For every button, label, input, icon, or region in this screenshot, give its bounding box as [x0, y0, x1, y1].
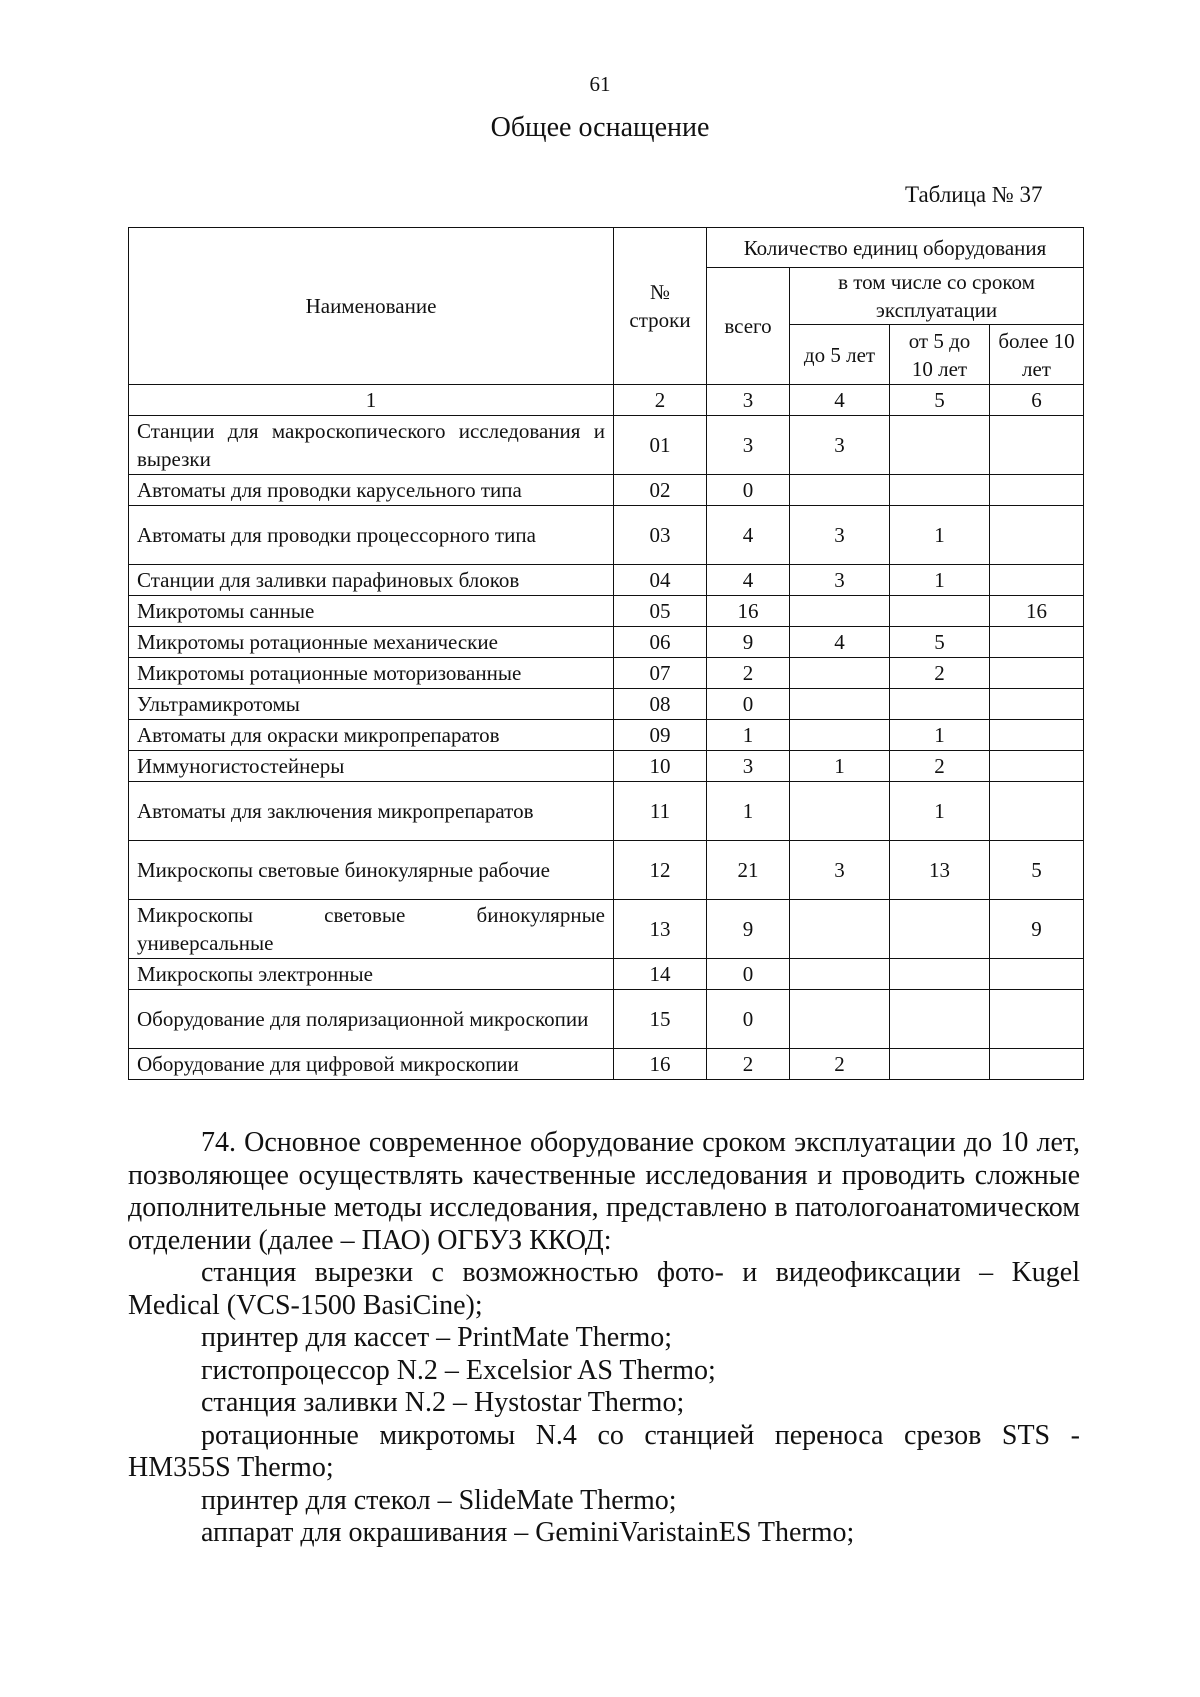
count-up-to-5-years	[790, 658, 890, 689]
count-over-10-years	[990, 627, 1084, 658]
header-quantity-group: Количество единиц оборудования	[707, 228, 1084, 268]
count-up-to-5-years: 4	[790, 627, 890, 658]
count-up-to-5-years	[790, 900, 890, 959]
count-5-to-10-years	[890, 1049, 990, 1080]
equipment-name: Автоматы для заключения микропрепаратов	[129, 782, 614, 841]
row-number: 03	[614, 506, 707, 565]
count-5-to-10-years	[890, 416, 990, 475]
row-number: 09	[614, 720, 707, 751]
equipment-list-item: ротационные микротомы N.4 со станцией переноса срезов STS - HM355S Thermo;	[128, 1419, 1080, 1483]
total-count: 3	[707, 416, 790, 475]
equipment-name: Оборудование для цифровой микроскопии	[129, 1049, 614, 1080]
count-5-to-10-years: 1	[890, 565, 990, 596]
count-5-to-10-years: 2	[890, 751, 990, 782]
table-row	[129, 720, 1084, 751]
total-count: 21	[707, 841, 790, 900]
equipment-name: Микроскопы электронные	[129, 959, 614, 990]
count-up-to-5-years: 3	[790, 506, 890, 565]
equipment-list-item: станция заливки N.2 – Hystostar Thermo;	[201, 1387, 685, 1418]
equipment-list-item: принтер для стекол – SlideMate Thermo;	[201, 1484, 677, 1516]
count-up-to-5-years	[790, 596, 890, 627]
table-row	[129, 782, 1084, 841]
total-count: 2	[707, 658, 790, 689]
row-number: 11	[614, 782, 707, 841]
table-row	[129, 416, 1084, 475]
total-count: 1	[707, 782, 790, 841]
paragraph-74: 74. Основное современное оборудование сроком эксплуатации до 10 лет, позволяющее осуществлять качественные исследования и проводить сложные дополнительные методы исследования, представлено в патологоанатомическом отделении (далее – ПАО) ОГБУЗ ККОД:	[128, 1127, 1080, 1256]
total-count: 0	[707, 475, 790, 506]
equipment-name: Микротомы ротационные моторизованные	[129, 658, 614, 689]
row-number: 04	[614, 565, 707, 596]
count-up-to-5-years	[790, 959, 890, 990]
count-over-10-years	[990, 720, 1084, 751]
equipment-list-item: принтер для кассет – PrintMate Thermo;	[201, 1322, 673, 1353]
page-number: 61	[589, 72, 611, 96]
count-up-to-5-years: 3	[790, 416, 890, 475]
row-number: 10	[614, 751, 707, 782]
equipment-name: Оборудование для поляризационной микроскопии	[129, 990, 614, 1049]
equipment-list-item: гистопроцессор N.2 – Excelsior AS Thermo;	[201, 1354, 716, 1386]
equipment-name: Автоматы для проводки карусельного типа	[129, 475, 614, 506]
total-count: 0	[707, 990, 790, 1049]
table-row	[129, 565, 1084, 596]
count-up-to-5-years: 1	[790, 751, 890, 782]
row-number: 14	[614, 959, 707, 990]
total-count: 4	[707, 506, 790, 565]
count-5-to-10-years	[890, 475, 990, 506]
count-over-10-years	[990, 565, 1084, 596]
count-5-to-10-years	[890, 689, 990, 720]
total-count: 9	[707, 900, 790, 959]
header-row-number: № строки	[614, 228, 707, 385]
count-over-10-years	[990, 475, 1084, 506]
table-row	[129, 990, 1084, 1049]
equipment-name: Микротомы ротационные механические	[129, 627, 614, 658]
count-over-10-years	[990, 990, 1084, 1049]
table-row	[129, 751, 1084, 782]
equipment-name: Иммуногистостейнеры	[129, 751, 614, 782]
equipment-name: Микротомы санные	[129, 596, 614, 627]
count-5-to-10-years: 1	[890, 720, 990, 751]
equipment-name: Микроскопы световые бинокулярные рабочие	[129, 841, 614, 900]
count-up-to-5-years	[790, 720, 890, 751]
count-up-to-5-years: 3	[790, 841, 890, 900]
count-over-10-years	[990, 416, 1084, 475]
header-name: Наименование	[129, 228, 614, 385]
count-over-10-years	[990, 689, 1084, 720]
column-number: 4	[790, 385, 890, 416]
table-row	[129, 1049, 1084, 1080]
row-number: 07	[614, 658, 707, 689]
table-row	[129, 596, 1084, 627]
count-5-to-10-years: 1	[890, 782, 990, 841]
count-over-10-years	[990, 782, 1084, 841]
count-over-10-years	[990, 959, 1084, 990]
header-5-to-10-years: от 5 до 10 лет	[890, 325, 990, 385]
row-number: 08	[614, 689, 707, 720]
count-over-10-years	[990, 1049, 1084, 1080]
total-count: 1	[707, 720, 790, 751]
row-number: 15	[614, 990, 707, 1049]
count-5-to-10-years	[890, 596, 990, 627]
header-over-10-years: более 10 лет	[990, 325, 1084, 385]
row-number: 13	[614, 900, 707, 959]
equipment-name: Автоматы для окраски микропрепаратов	[129, 720, 614, 751]
table-row	[129, 689, 1084, 720]
column-number: 6	[990, 385, 1084, 416]
equipment-name: Ультрамикротомы	[129, 689, 614, 720]
page-title: Общее оснащение	[490, 112, 710, 143]
equipment-list-item: станция вырезки с возможностью фото- и видеофиксации – Kugel Medical (VCS-1500 BasiCine);	[128, 1257, 1080, 1321]
count-up-to-5-years: 2	[790, 1049, 890, 1080]
total-count: 9	[707, 627, 790, 658]
table-row	[129, 627, 1084, 658]
table-row	[129, 841, 1084, 900]
count-up-to-5-years	[790, 782, 890, 841]
equipment-name: Микроскопы световые бинокулярные универсальные	[129, 900, 614, 959]
header-service-life-group: в том числе со сроком эксплуатации	[790, 268, 1084, 325]
equipment-table	[128, 227, 1084, 1080]
row-number: 12	[614, 841, 707, 900]
count-up-to-5-years	[790, 475, 890, 506]
table-body	[129, 416, 1084, 1080]
total-count: 0	[707, 959, 790, 990]
total-count: 16	[707, 596, 790, 627]
count-over-10-years: 16	[990, 596, 1084, 627]
total-count: 2	[707, 1049, 790, 1080]
column-number: 1	[129, 385, 614, 416]
equipment-name: Станции для заливки парафиновых блоков	[129, 565, 614, 596]
column-number: 5	[890, 385, 990, 416]
count-5-to-10-years: 1	[890, 506, 990, 565]
row-number: 06	[614, 627, 707, 658]
header-up-to-5-years: до 5 лет	[790, 325, 890, 385]
count-5-to-10-years	[890, 990, 990, 1049]
count-up-to-5-years: 3	[790, 565, 890, 596]
table-caption: Таблица № 37	[905, 182, 1043, 207]
column-number: 3	[707, 385, 790, 416]
count-5-to-10-years	[890, 900, 990, 959]
table-row	[129, 900, 1084, 959]
count-up-to-5-years	[790, 990, 890, 1049]
table-row	[129, 506, 1084, 565]
count-over-10-years: 9	[990, 900, 1084, 959]
count-over-10-years	[990, 506, 1084, 565]
table-row	[129, 475, 1084, 506]
header-total: всего	[707, 268, 790, 385]
row-number: 02	[614, 475, 707, 506]
body-text	[128, 1127, 1080, 1550]
row-number: 01	[614, 416, 707, 475]
count-5-to-10-years: 2	[890, 658, 990, 689]
count-over-10-years	[990, 658, 1084, 689]
count-5-to-10-years: 13	[890, 841, 990, 900]
total-count: 0	[707, 689, 790, 720]
equipment-name: Автоматы для проводки процессорного типа	[129, 506, 614, 565]
column-number: 2	[614, 385, 707, 416]
table-row	[129, 658, 1084, 689]
table-row	[129, 959, 1084, 990]
total-count: 4	[707, 565, 790, 596]
count-5-to-10-years	[890, 959, 990, 990]
count-over-10-years	[990, 751, 1084, 782]
equipment-list-item: аппарат для окрашивания – GeminiVaristainES Thermo;	[201, 1517, 855, 1548]
count-5-to-10-years: 5	[890, 627, 990, 658]
row-number: 16	[614, 1049, 707, 1080]
equipment-name: Станции для макроскопического исследования и вырезки	[129, 416, 614, 475]
count-up-to-5-years	[790, 689, 890, 720]
count-over-10-years: 5	[990, 841, 1084, 900]
row-number: 05	[614, 596, 707, 627]
total-count: 3	[707, 751, 790, 782]
